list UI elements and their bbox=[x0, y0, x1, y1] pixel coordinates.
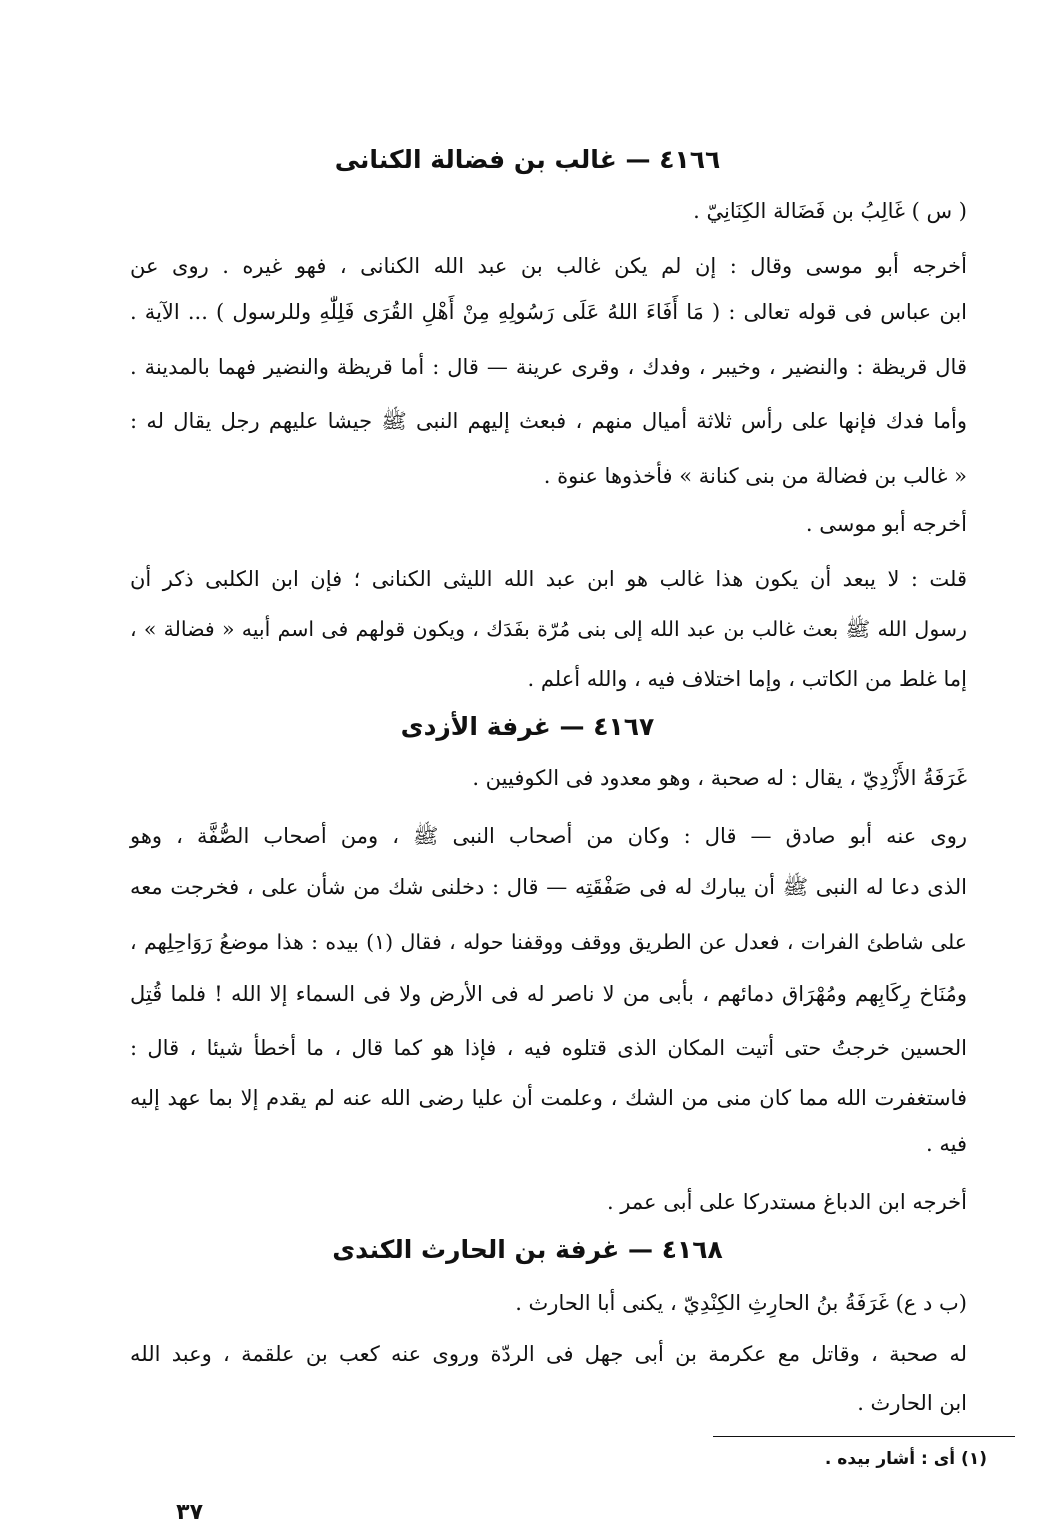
entry-name-line: غَرَفَةُ الأَزْدِيّ ، يقال : له صحبة ، وهو معدود فى الكوفيين . bbox=[472, 766, 967, 790]
text-line: الذى دعا له النبى ﷺ أن يبارك له فى صَفْقَتِه — قال : دخلنى شك من شأن على ، فخرجت معه bbox=[130, 875, 967, 899]
entry-heading-4168: ٤١٦٨ — غرفة بن الحارث الكندى bbox=[332, 1235, 723, 1264]
text-line: أخرجه ابن الدباغ مستدركا على أبى عمر . bbox=[606, 1190, 967, 1214]
text-line: أخرجه أبو موسى وقال : إن لم يكن غالب بن عبد الله الكنانى ، فهو غيره . روى عن bbox=[130, 254, 967, 278]
footnote-divider bbox=[713, 1436, 1015, 1437]
text-line: روى عنه أبو صادق — قال : وكان من أصحاب النبى ﷺ ، ومن أصحاب الصُّفَّة ، وهو bbox=[130, 824, 967, 848]
text-line: ومُنَاخ رِكَابِهم ومُهْرَاق دمائهم ، بأبى من لا ناصر له فى الأرض ولا فى السماء إلا الله ! فلما قُتِل bbox=[130, 982, 967, 1006]
text-line: ابن عباس فى قوله تعالى : ( مَا أَفَاءَ اللهُ عَلَى رَسُولِهِ مِنْ أَهْلِ القُرَى فَلِلّٰهِ وللرسول ) ... الآية . bbox=[130, 300, 967, 324]
text-line: قال قريظة : والنضير ، وخيبر ، وفدك ، وقرى عرينة — قال : أما قريظة والنضير فهما بالمدينة . bbox=[130, 355, 967, 379]
text-line: رسول الله ﷺ بعث غالب بن عبد الله إلى بنى مُرّة بفَدَك ، ويكون قولهم فى اسم أبيه « فضالة » ، bbox=[130, 617, 967, 641]
entry-name-line: (ب د ع) غَرَفَةُ بنُ الحارِثِ الكِنْدِيّ ، يكنى أبا الحارث . bbox=[515, 1291, 967, 1315]
text-line: فيه . bbox=[926, 1132, 967, 1156]
text-line: له صحبة ، وقاتل مع عكرمة بن أبى جهل فى الردّة وروى عنه كعب بن علقمة ، وعبد الله bbox=[130, 1342, 967, 1366]
entry-heading-4166: ٤١٦٦ — غالب بن فضالة الكنانى bbox=[334, 145, 721, 174]
text-line: أخرجه أبو موسى . bbox=[805, 512, 967, 536]
entry-heading-4167: ٤١٦٧ — غرفة الأزدى bbox=[400, 712, 655, 741]
text-line: إما غلط من الكاتب ، وإما اختلاف فيه ، والله أعلم . bbox=[527, 667, 967, 691]
text-line: ابن الحارث . bbox=[857, 1391, 967, 1415]
page-number: ٣٧ bbox=[176, 1500, 203, 1525]
text-line: وأما فدك فإنها على رأس ثلاثة أميال منهم ، فبعث إليهم النبى ﷺ جيشا عليهم رجل يقال له : bbox=[130, 409, 967, 433]
footnote: (١) أى : أشار بيده . bbox=[824, 1449, 987, 1469]
entry-name-line: ( س ) غَالِبُ بن فَضَالة الكِنَانِيّ . bbox=[693, 199, 967, 223]
text-line: الحسين خرجتُ حتى أتيت المكان الذى قتلوه فيه ، فإذا هو كما قال ، ما أخطأ شيئا ، قال : bbox=[130, 1036, 967, 1060]
text-line: قلت : لا يبعد أن يكون هذا غالب هو ابن عبد الله الليثى الكنانى ؛ فإن ابن الكلبى ذكر أن bbox=[130, 567, 967, 591]
text-line: فاستغفرت الله مما كان منى من الشك ، وعلمت أن عليا رضى الله عنه لم يقدم إلا بما عهد إليه bbox=[130, 1086, 967, 1110]
text-line: « غالب بن فضالة من بنى كنانة » فأخذوها عنوة . bbox=[543, 464, 967, 488]
text-line: على شاطئ الفرات ، فعدل عن الطريق ووقف ووقفنا حوله ، فقال (١) بيده : هذا موضعُ رَوَاحِلِهم ، bbox=[130, 930, 968, 954]
